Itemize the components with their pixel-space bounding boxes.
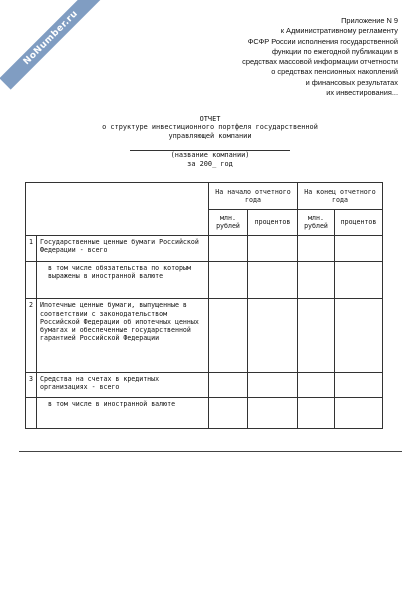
company-name-blank bbox=[130, 140, 290, 151]
value-cell bbox=[248, 261, 298, 299]
value-cell bbox=[209, 299, 248, 372]
appendix-line: функции по ежегодной публикации в bbox=[271, 46, 398, 56]
value-cell bbox=[209, 398, 248, 429]
appendix-header bbox=[168, 16, 398, 98]
value-cell bbox=[335, 261, 383, 299]
header-unit-percent: процентов bbox=[248, 209, 298, 236]
header-unit-percent: процентов bbox=[335, 209, 383, 236]
report-year-line: за 200_ год bbox=[187, 159, 233, 168]
value-cell bbox=[335, 299, 383, 372]
row-label: Средства на счетах в кредитных организациях - всего bbox=[37, 372, 209, 398]
header-unit-mln: млн. рублей bbox=[298, 209, 335, 236]
watermark-logo: NoNumber.ru bbox=[0, 0, 103, 90]
value-cell bbox=[248, 398, 298, 429]
portfolio-structure-table bbox=[25, 182, 383, 429]
row-number: 1 bbox=[26, 236, 37, 262]
row-number: 3 bbox=[26, 372, 37, 398]
value-cell bbox=[298, 236, 335, 262]
report-title-block bbox=[40, 115, 380, 168]
company-caption: (название компании) bbox=[170, 151, 250, 160]
header-period-end: На конец отчетного года bbox=[298, 183, 383, 210]
appendix-line: и финансовых результатах bbox=[305, 77, 398, 87]
value-cell bbox=[335, 372, 383, 398]
report-subtitle-line: управляющей компании bbox=[168, 131, 252, 140]
row-number bbox=[26, 398, 37, 429]
row-label: в том числе обязательства по которым выражены в иностранной валюте bbox=[37, 261, 209, 299]
row-number bbox=[26, 261, 37, 299]
row-number: 2 bbox=[26, 299, 37, 372]
value-cell bbox=[298, 372, 335, 398]
appendix-line: их инвестирования... bbox=[326, 88, 398, 98]
value-cell bbox=[209, 236, 248, 262]
value-cell bbox=[335, 236, 383, 262]
value-cell bbox=[209, 372, 248, 398]
value-cell bbox=[248, 299, 298, 372]
header-period-start: На начало отчетного года bbox=[209, 183, 298, 210]
value-cell bbox=[298, 299, 335, 372]
value-cell bbox=[248, 372, 298, 398]
page-bottom-rule bbox=[19, 451, 402, 452]
appendix-line: о средствах пенсионных накоплений bbox=[271, 67, 398, 77]
value-cell bbox=[248, 236, 298, 262]
report-heading: ОТЧЕТ bbox=[199, 115, 221, 123]
value-cell bbox=[209, 261, 248, 299]
appendix-line: Приложение N 9 bbox=[341, 16, 398, 25]
row-label: Государственные ценные бумаги Российской Федерации - всего bbox=[37, 236, 209, 262]
value-cell bbox=[298, 398, 335, 429]
appendix-line: к Административному регламенту bbox=[280, 26, 398, 36]
appendix-line: ФСФР России исполнения государственной bbox=[247, 36, 398, 46]
header-unit-mln: млн. рублей bbox=[209, 209, 248, 236]
row-label: Ипотечные ценные бумаги, выпущенные в соответствии с законодательством Российской Федерации об ипотечных ценных бумагах и обеспеченные государственной гарантией Российской Федерации bbox=[37, 299, 209, 372]
appendix-line: средствах массовой информации отчетности bbox=[242, 57, 398, 67]
header-blank-cell bbox=[26, 183, 209, 236]
value-cell bbox=[298, 261, 335, 299]
report-subtitle-line: о структуре инвестиционного портфеля государственной bbox=[102, 123, 318, 132]
value-cell bbox=[335, 398, 383, 429]
row-label: в том числе в иностранной валюте bbox=[37, 398, 209, 429]
